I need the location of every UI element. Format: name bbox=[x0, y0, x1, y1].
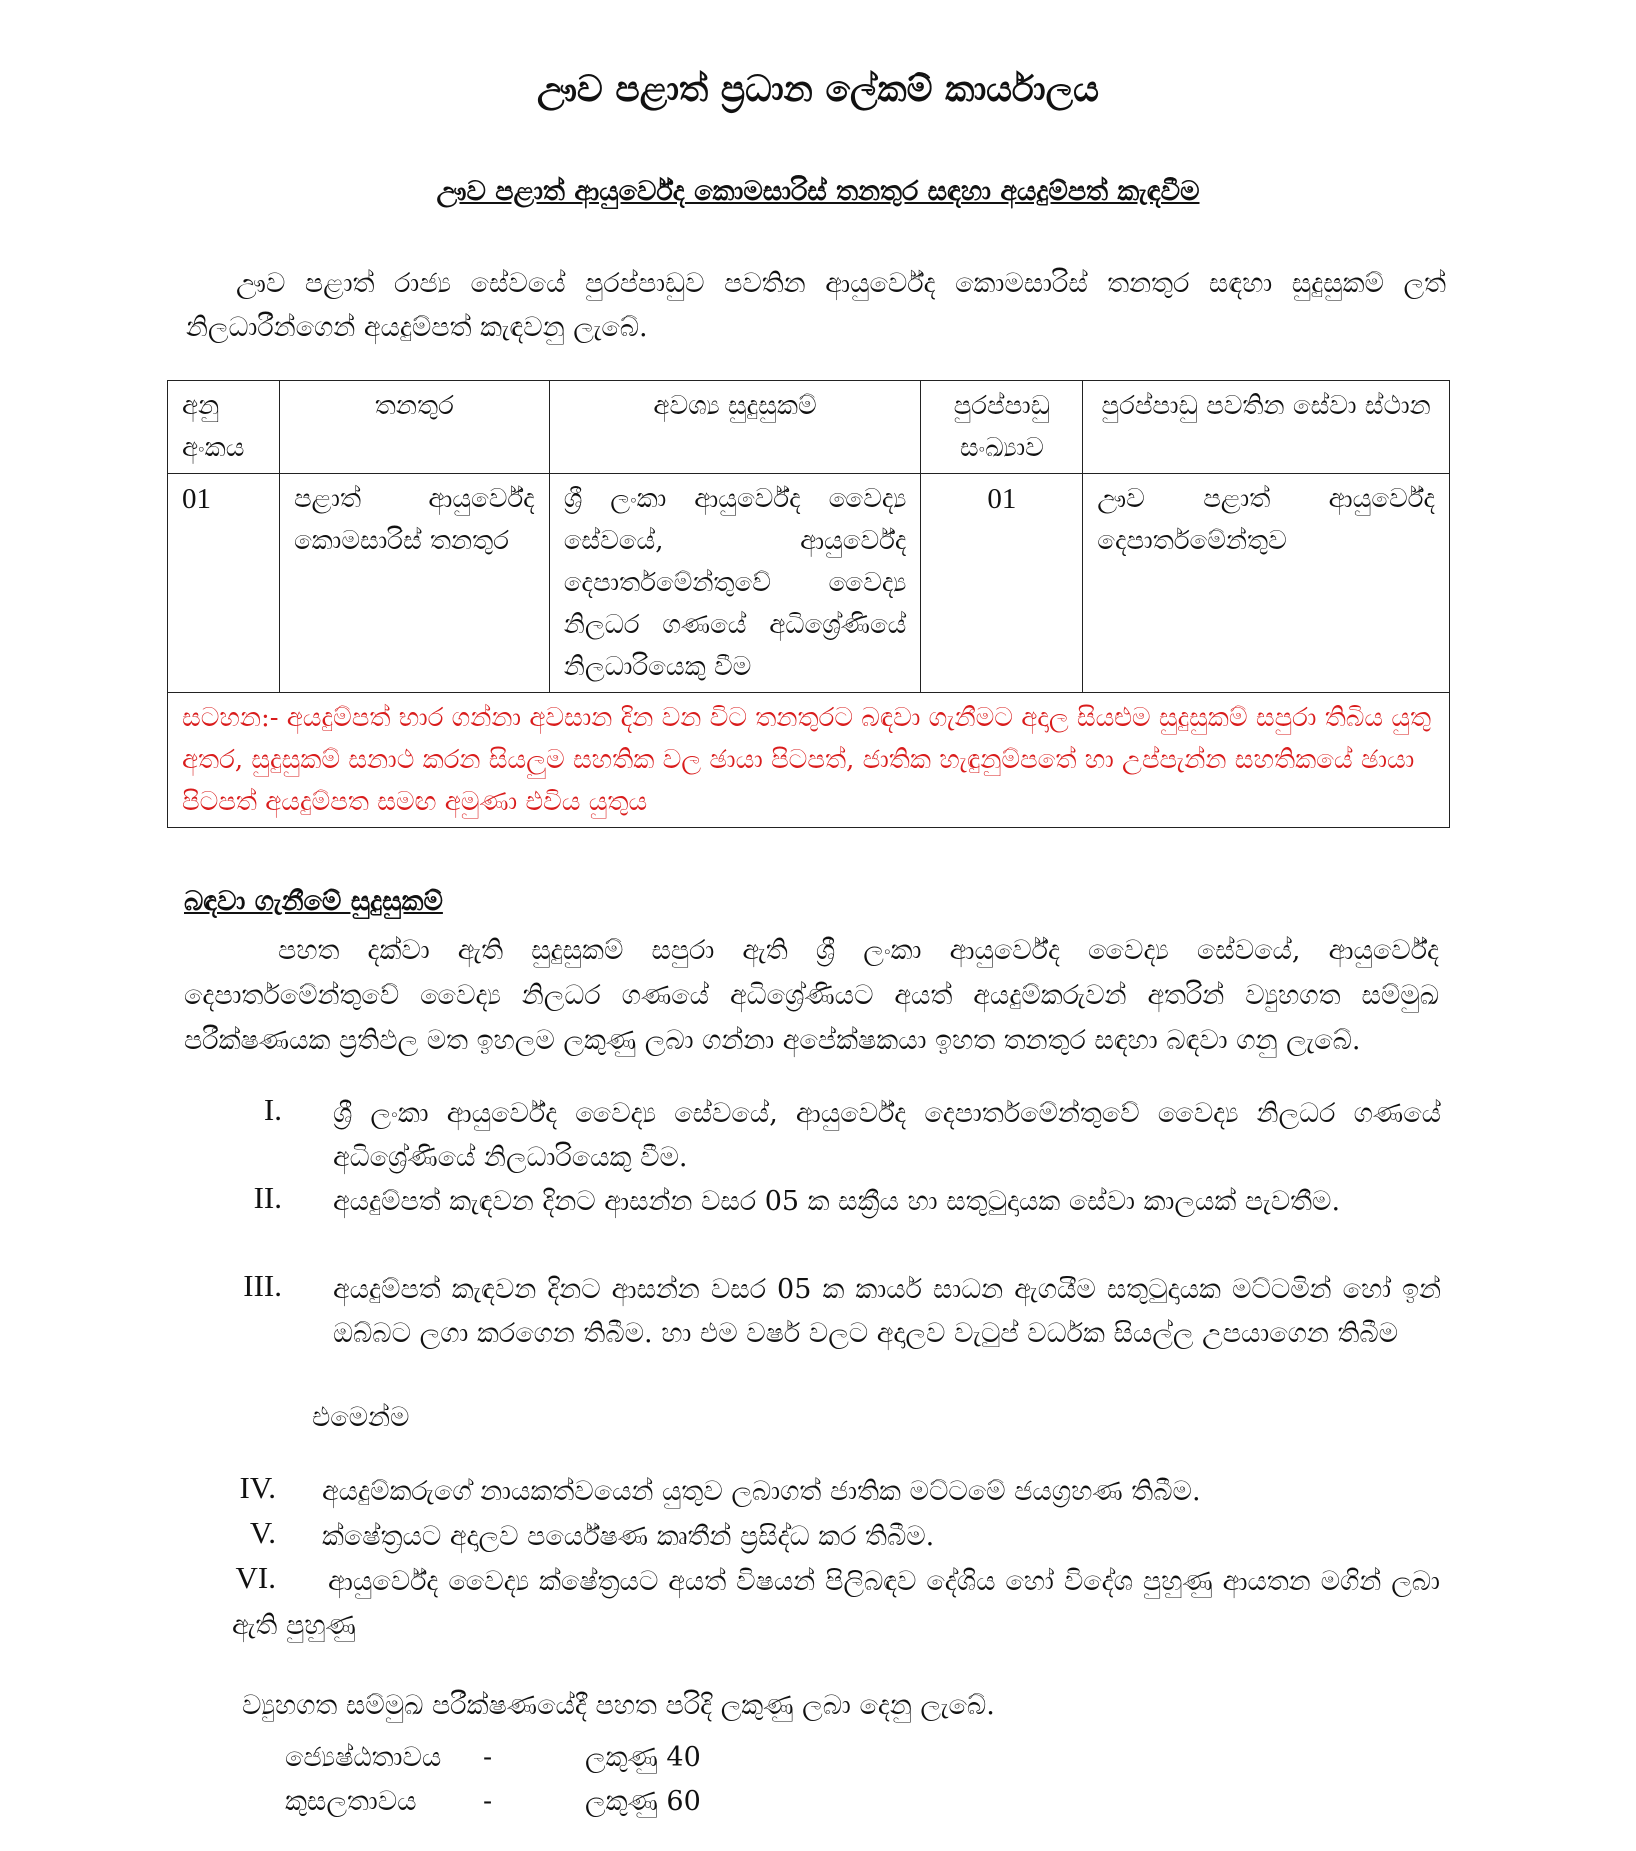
list-item-number: IV. bbox=[239, 1470, 276, 1505]
marks-dash: - bbox=[483, 1786, 493, 1817]
marks-row bbox=[285, 1786, 885, 1830]
list-item-number: VI. bbox=[235, 1560, 276, 1595]
header-vacancies: පුරප්පාඩු සංඛ්‍යාව bbox=[921, 381, 1083, 474]
notice-subtitle: ඌව පළාත් ආයුර්වේද කොමසාරිස් තනතුර සඳහා අයදුම්පත් කැඳවීම bbox=[436, 176, 1200, 207]
list-item-text: අයදුම්කරුගේ නායකත්වයෙන් යුතුව ලබාගත් ජාතික මට්ටමේ ජයග්‍රහණ තිබීම. bbox=[322, 1476, 1201, 1507]
cell-station: ඌව පළාත් ආයුර්වේද දෙපාර්තමේන්තුව bbox=[1083, 474, 1450, 693]
page-title: ඌව පළාත් ප්‍රධාන ලේකම් කාර්යාලය bbox=[537, 68, 1099, 110]
recruitment-paragraph: පහත දක්වා ඇති සුදුසුකම් සපුරා ඇති ශ්‍රී ලංකා ආයුර්වේද වෛද්‍ය සේවයේ, ආයුර්වේද දෙපාර්තමේන්තුවේ වෛද්‍ය නිලධර ගණයේ අධිශ්‍රේණියට අයත් අයදුම්කරුවන් අතරින් ව්‍යුහගත සම්මුඛ පරීක්ෂණයක ප්‍රතිඵල මත ඉහලම ලකුණු ලබා ගන්නා අපේක්ෂකයා ඉහත තනතුර සඳහා බඳවා ගනු ලැබේ. bbox=[184, 935, 1439, 1056]
vacancy-table bbox=[167, 380, 1450, 828]
intro-paragraph: ඌව පළාත් රාජ්‍ය සේවයේ පුරප්පාඩුව පවතින ආයුර්වේද කොමසාරිස් තනතුර සඳහා සුදුසුකම් ලත් නිලධාරීන්ගෙන් අයදුම්පත් කැඳවනු ලැබේ. bbox=[186, 268, 1446, 343]
list-item-text: ශ්‍රී ලංකා ආයුර්වේද වෛද්‍ය සේවයේ, ආයුර්වේද දෙපාර්තමේන්තුවේ වෛද්‍ය නිලධර ගණයේ අධිශ්‍රේණියේ නිලධාරියෙකු වීම. bbox=[333, 1098, 1441, 1173]
marks-value: ලකුණු 40 bbox=[585, 1742, 701, 1773]
marks-value: ලකුණු 60 bbox=[585, 1786, 701, 1817]
marks-dash: - bbox=[483, 1742, 493, 1773]
table-note: සටහන:- අයදුම්පත් භාර ගන්නා අවසාන දින වන විට තනතුරට බඳවා ගැනීමට අදාල සියළුම සුදුසුකම් සපුරා තිබිය යුතු අතර, සුදුසුකම් සනාථ කරන සියලුම සහතික වල ඡායා පිටපත්, ජාතික හැඳුනුම්පතේ හා උප්පැන්න සහතිකයේ ඡායා පිටපත් අයදුම්පත සමඟ අමුණා එවිය යුතුය bbox=[168, 693, 1450, 828]
header-station: පුරප්පාඩු පවතින සේවා ස්ථාන bbox=[1083, 381, 1450, 474]
header-post: තනතුර bbox=[279, 381, 549, 474]
cell-qualification: ශ්‍රී ලංකා ආයුර්වේද වෛද්‍ය සේවයේ, ආයුර්වේද දෙපාර්තමේන්තුවේ වෛද්‍ය නිලධර ගණයේ අධිශ්‍රේණියේ නිලධාරියෙකු වීම bbox=[549, 474, 921, 693]
list-item-number: III. bbox=[243, 1268, 282, 1303]
list-item-number: II. bbox=[253, 1180, 282, 1215]
list-item-text: අයදුම්පත් කැඳවන දිනට ආසන්න වසර 05 ක සක්‍රීය හා සතුටුදායක සේවා කාලයක් පැවතීම. bbox=[333, 1186, 1341, 1217]
list-item-number: I. bbox=[263, 1092, 282, 1127]
list-item-number: V. bbox=[249, 1515, 276, 1550]
header-qualification: අවශ්‍ය සුදුසුකම් bbox=[549, 381, 921, 474]
marks-label: කුසලතාවය bbox=[285, 1786, 417, 1817]
table-header-row bbox=[168, 381, 1450, 474]
cell-post: පළාත් ආයුර්වේද කොමසාරිස් තනතුර bbox=[279, 474, 549, 693]
cell-vacancies: 01 bbox=[921, 474, 1083, 693]
recruitment-heading: බඳවා ගැනීමේ සුදුසුකම් bbox=[184, 886, 443, 917]
marks-label: ජ්‍යෙෂ්ඨතාවය bbox=[285, 1742, 442, 1773]
table-row bbox=[168, 474, 1450, 693]
list-item-text: අයදුම්පත් කැඳවන දිනට ආසන්න වසර 05 ක කාර්ය සාධන ඇගයීම සතුටුදායක මට්ටමින් හෝ ඉන් ඔබ්බට ලගා කරගෙන තිබීම. හා එම වර්ෂ වලට අදාලව වැටුප් වර්ධක සියල්ල උපයාගෙන තිබීම bbox=[333, 1274, 1441, 1349]
list-item-text: ක්ෂේත්‍රයට අදාලව පර්යේෂණ කෘතීන් ප්‍රසිද්ධ කර තිබීම. bbox=[322, 1521, 935, 1552]
cell-serial: 01 bbox=[168, 474, 280, 693]
marks-row bbox=[285, 1742, 885, 1786]
list-item-text: ආයුර්වේද වෛද්‍ය ක්ෂේත්‍රයට අයත් විෂයන් පිලිබඳව දේශිය හෝ විදේශ පුහුණු ආයතන මගින් ලබා ඇති පුහුණු bbox=[232, 1566, 1440, 1641]
also-label: එමෙන්ම bbox=[312, 1402, 410, 1433]
table-note-row bbox=[168, 693, 1450, 828]
header-serial: අනු අංකය bbox=[168, 381, 280, 474]
marks-intro: ව්‍යුහගත සම්මුඛ පරීක්ෂණයේදී පහත පරිදි ලකුණු ලබා දෙනු ලැබේ. bbox=[242, 1690, 995, 1721]
